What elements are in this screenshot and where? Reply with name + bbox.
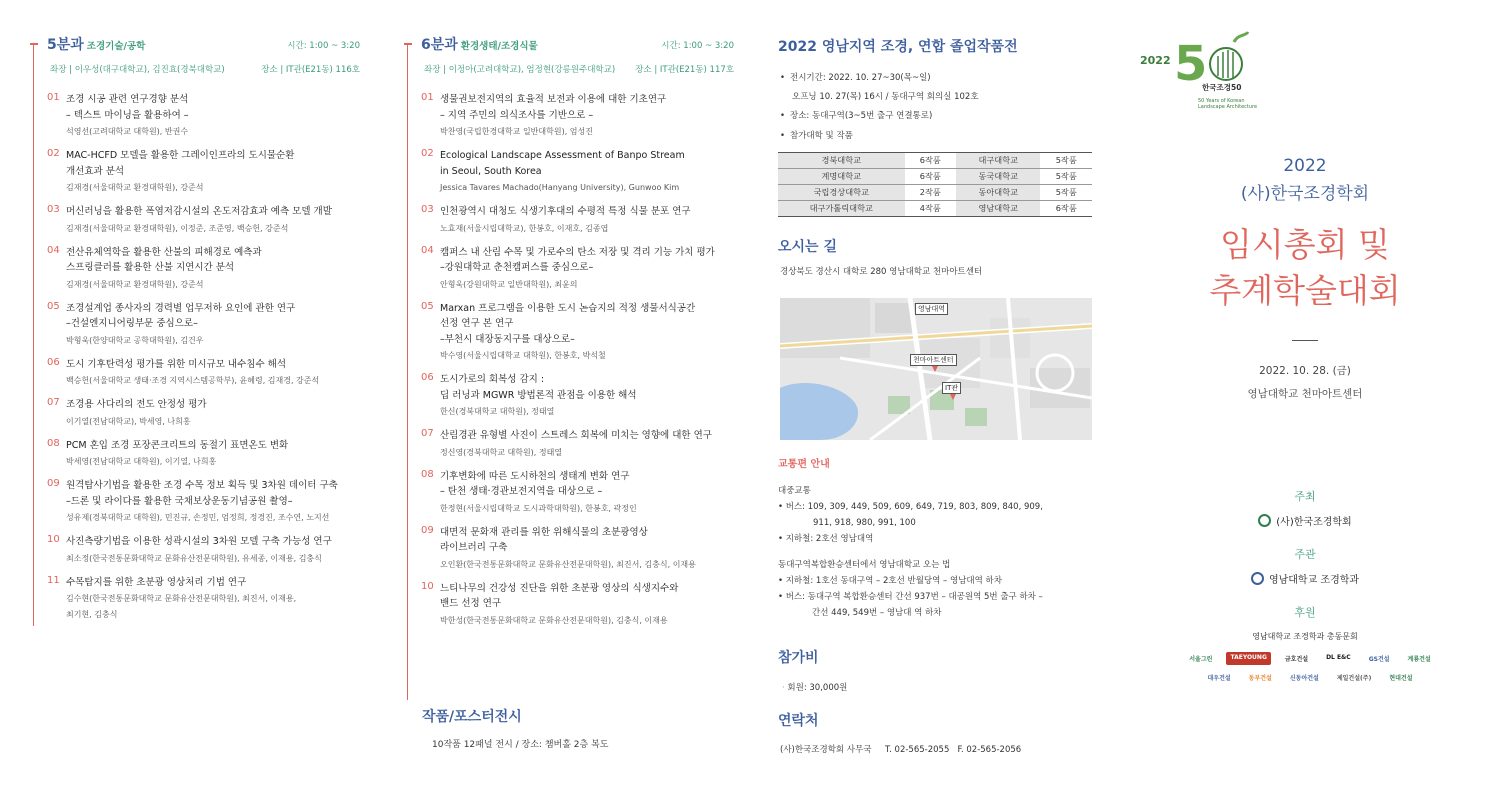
talk-item <box>404 92 734 139</box>
talk-subtitle: in Seoul, South Korea <box>440 165 542 177</box>
talk-number: 05 <box>421 300 434 312</box>
talk-title: 수목탐지를 위한 초분광 영상처리 기법 연구 <box>66 576 247 588</box>
talk-item <box>404 581 734 628</box>
from-bus: • 버스: 동대구역 복합환승센터 간선 937번 – 대공원역 5번 출구 하차 – <box>778 592 1043 602</box>
talk-number: 03 <box>421 204 434 215</box>
directions-heading: 오시는 길 <box>778 239 837 255</box>
talk-subtitle: –건설엔지니어링부문 중심으로– <box>66 318 198 329</box>
talk-number: 01 <box>47 92 60 103</box>
school-cell: 2작품 <box>905 185 957 201</box>
cover-year: 2022 <box>1283 156 1327 176</box>
talk-title: 사진측량기법을 이용한 성곽시설의 3차원 모델 구축 가능성 연구 <box>66 536 332 547</box>
sponsor-logo: 신동아건설 <box>1289 675 1319 682</box>
talk-number: 07 <box>421 428 434 439</box>
talk-title: 느티나무의 건강성 진단을 위한 초분광 영상의 식생지수와 <box>440 582 679 594</box>
grad-opening: 오프닝 10. 27(목) 16시 / 동대구역 회의실 102호 <box>792 92 979 102</box>
sponsor-value: 영남대학교 조경학과 총동문회 <box>1252 632 1358 641</box>
talk-authors: 백승헌(서울대학교 생태·조경 지역시스템공학부), 윤혜령, 김재경, 강준석 <box>66 376 320 385</box>
talk-list <box>404 92 734 628</box>
talk-subtitle: –강원대학교 춘천캠퍼스를 중심으로– <box>440 262 594 273</box>
school-cell: 6작품 <box>905 153 957 169</box>
talk-title: Ecological Landscape Assessment of Banpo Stream <box>440 150 685 161</box>
talk-authors: 이기열(전남대학교), 박세영, 나희홍 <box>66 416 191 426</box>
sponsor-label: 후원 <box>1294 606 1316 619</box>
svg-text:5: 5 <box>1174 36 1208 90</box>
school-row <box>778 153 1092 169</box>
talk-authors: 박한성(한국전통문화대학교 문화유산전문대학원), 김충식, 이재용 <box>440 615 668 625</box>
logo-name: 한국조경50 <box>1202 83 1242 92</box>
talk-authors: 박찬영(국립한경대학교 일반대학원), 엄성진 <box>440 127 593 136</box>
talk-number: 04 <box>47 244 60 256</box>
bus-line-2: 911, 918, 980, 991, 100 <box>813 518 916 528</box>
talk-authors: 성유제(경북대학교 대학원), 민진규, 손정민, 엄정희, 정경진, 조수연, 노지선 <box>66 513 330 522</box>
talk-authors: 한정현(서울시립대학교 도시과학대학원), 한봉호, 곽정인 <box>440 503 637 513</box>
school-cell: 4작품 <box>905 201 957 217</box>
talk-number: 11 <box>47 574 60 586</box>
society-emblem-icon <box>1258 514 1271 527</box>
cover-date: 2022. 10. 28. (금) <box>1259 365 1351 377</box>
fee-value: · 회원: 30,000원 <box>782 683 848 693</box>
talk-item <box>30 92 360 139</box>
organizer-value: 영남대학교 조경학과 <box>1140 571 1470 586</box>
talk-subtitle: –부천시 대장동지구를 대상으로– <box>440 333 575 345</box>
talk-subtitle: 밴드 선정 연구 <box>440 598 502 609</box>
schools-table <box>778 152 1092 217</box>
cover-title-line1: 임시총회 및 <box>1220 225 1390 264</box>
sponsor-logos <box>1165 652 1455 684</box>
anniversary-logo <box>1140 30 1290 120</box>
sponsor-logo: DL E&C <box>1326 654 1351 661</box>
talk-item <box>30 357 360 389</box>
talk-title: 조경 시공 관련 연구경향 분석 <box>66 94 189 105</box>
sponsor-logo: 현대건설 <box>1389 675 1413 682</box>
exhibit-section <box>422 706 608 750</box>
contact-heading: 연락처 <box>778 713 819 729</box>
grad-place: • 장소: 동대구역(3~5번 출구 연결통로) <box>778 106 1096 126</box>
sponsor-logo: 서울그린 <box>1189 656 1213 663</box>
talk-number: 03 <box>47 204 60 215</box>
grad-period: • 전시기간: 2022. 10. 27~30(목~일) <box>778 68 1096 88</box>
place-text: 장소 | IT관(E21동) 117호 <box>635 65 734 75</box>
cover-divider <box>1292 340 1318 341</box>
talk-number: 01 <box>421 92 434 103</box>
school-cell: 5작품 <box>1040 169 1092 185</box>
directions-address: 경상북도 경산시 대학로 280 영남대학교 천마아트센터 <box>780 267 983 277</box>
talk-authors: 김재경(서울대학교 환경대학원), 강준석 <box>66 183 204 192</box>
talk-title: 도시가로의 회복성 감지 : <box>440 374 545 385</box>
school-cell: 국립경상대학교 <box>778 185 905 201</box>
host-label: 주최 <box>1294 490 1316 503</box>
header-tick <box>404 43 412 45</box>
session-title: 환경생태/조경식물 <box>460 41 538 52</box>
location-map[interactable] <box>780 298 1092 440</box>
school-cell: 6작품 <box>1040 201 1092 217</box>
talk-title: Marxan 프로그램을 이용한 도시 논습지의 적정 생물서식공간 <box>440 302 696 314</box>
session-time: 시간: 1:00 ~ 3:20 <box>661 41 734 51</box>
school-cell: 6작품 <box>905 169 957 185</box>
talk-number: 10 <box>47 534 60 545</box>
talk-subtitle: – 지역 주민의 의식조사를 기반으로 – <box>440 109 594 121</box>
talk-item <box>30 534 360 566</box>
school-cell: 동국대학교 <box>956 169 1040 185</box>
talk-number: 08 <box>421 468 434 480</box>
talk-subtitle: –드론 및 라이다를 활용한 국채보상운동기념공원 촬영– <box>66 495 293 507</box>
bus-line: • 버스: 109, 309, 449, 509, 609, 649, 719, 803, 809, 840, 909, <box>778 502 1043 512</box>
grad-heading: 2022 영남지역 조경, 연합 졸업작품전 <box>778 39 1018 55</box>
school-cell: 동아대학교 <box>956 185 1040 201</box>
talk-item <box>404 525 734 572</box>
talk-title: MAC-HCFD 모델을 활용한 그레이인프라의 도시물순환 <box>66 150 295 161</box>
talk-authors: 오인환(한국전통문화대학교 문화유산전문대학원), 최진서, 김충식, 이재용 <box>440 559 696 569</box>
school-row <box>778 201 1092 217</box>
session-header <box>404 34 734 56</box>
talk-authors: 박세영(전남대학교 대학원), 이기열, 나희홍 <box>66 457 217 466</box>
sponsor-logo: GS건설 <box>1368 656 1390 663</box>
talk-item <box>30 301 360 348</box>
talk-item <box>404 204 734 236</box>
talk-authors: 석영선(고려대학교 대학원), 반권수 <box>66 127 189 136</box>
talk-number: 06 <box>47 356 60 368</box>
university-emblem-icon <box>1251 572 1264 585</box>
talk-subtitle: 선정 연구 본 연구 <box>440 318 514 329</box>
school-cell: 대구대학교 <box>956 153 1040 169</box>
talk-authors: 김재경(서울대학교 환경대학원), 강준석 <box>66 279 204 289</box>
from-station <box>778 557 1096 621</box>
talk-title: 원격탐사기법을 활용한 조경 수목 정보 획득 및 3차원 데이터 구축 <box>66 480 338 491</box>
sponsor-logo: 제일건설(주) <box>1336 675 1372 682</box>
credits-block <box>1140 488 1470 684</box>
session-title: 조경기술/공학 <box>86 41 146 52</box>
talk-item <box>30 397 360 429</box>
talk-authors: 최소정(한국전통문화대학교 문화유산전문대학원), 유세종, 이재용, 김충식 <box>66 553 322 563</box>
exhibit-heading: 작품/포스터전시 <box>422 709 522 725</box>
chairs-text: 좌장 | 이우성(대구대학교), 김진효(경북대학교) <box>50 65 225 75</box>
talk-authors: 한신(경북대학교 대학원), 정태열 <box>440 407 555 416</box>
talk-title: 생물권보전지역의 효율적 보전과 이용에 대한 기초연구 <box>440 94 667 105</box>
talk-title: 조경용 사다리의 전도 안정성 평가 <box>66 399 207 410</box>
talk-title: 대면적 문화재 관리를 위한 위해식물의 초분광영상 <box>440 526 648 538</box>
cover-venue: 영남대학교 천마아트센터 <box>1247 388 1363 400</box>
talk-number: 09 <box>47 478 60 489</box>
host-value: (사)한국조경학회 <box>1140 513 1470 528</box>
sponsor-logo: TAEYOUNG <box>1226 652 1270 665</box>
talk-authors: 박수영(서울시립대학교 대학원), 한봉호, 박석철 <box>440 351 606 360</box>
organizer-label: 주관 <box>1294 548 1316 561</box>
talk-subtitle: 스프링클러를 활용한 산불 지연시간 분석 <box>66 262 235 273</box>
map-graphic <box>780 298 1092 440</box>
sponsor-logo: 대우건설 <box>1207 675 1231 682</box>
session-6 <box>404 34 734 637</box>
session-chairs <box>424 63 734 75</box>
talk-authors: 최기현, 김충식 <box>66 610 118 619</box>
place-text: 장소 | IT관(E21동) 116호 <box>261 65 360 75</box>
fee-heading: 참가비 <box>778 650 819 666</box>
map-label-station: 영남대역 <box>915 303 948 315</box>
talk-title: PCM 혼입 조경 포장콘크리트의 동절기 표면온도 변화 <box>66 439 289 451</box>
session-chairs <box>50 63 360 75</box>
talk-authors: Jessica Tavares Machado(Hanyang University), Gunwoo Kim <box>440 183 680 192</box>
talk-subtitle: 딥 러닝과 MGWR 방법론적 관점을 이용한 해석 <box>440 389 637 401</box>
header-tick <box>30 43 38 45</box>
session-name: 6분과 환경생태/조경식물 <box>421 37 538 53</box>
logo-50-icon <box>1174 30 1264 90</box>
logo-sub: 50 Years of Korean Landscape Architecture <box>1198 98 1258 110</box>
talk-number: 02 <box>421 148 434 159</box>
talk-number: 10 <box>421 580 434 592</box>
talk-number: 05 <box>47 300 60 312</box>
contact-value: (사)한국조경학회 사무국 T. 02-565-2055 F. 02-565-2056 <box>780 745 1022 755</box>
school-cell: 5작품 <box>1040 153 1092 169</box>
talk-item <box>30 575 360 623</box>
map-label-center: 천마아트센터 <box>910 354 957 366</box>
from-bus-2: 간선 449, 549번 – 영남대 역 하차 <box>812 608 942 618</box>
cover-org: (사)한국조경학회 <box>1240 184 1370 204</box>
talk-number: 02 <box>47 148 60 159</box>
map-label-it: IT관 <box>942 382 961 394</box>
session-5 <box>30 34 360 631</box>
talk-subtitle: 라이브러리 구축 <box>440 542 508 553</box>
cover-title-block <box>1140 156 1470 401</box>
talk-authors: 안형욱(강원대학교 일반대학원), 최윤의 <box>440 279 578 289</box>
subway-line: • 지하철: 2호선 영남대역 <box>778 534 874 544</box>
talk-item <box>404 372 734 419</box>
talk-number: 08 <box>47 437 60 449</box>
session-time: 시간: 1:00 ~ 3:20 <box>287 41 360 51</box>
talk-item <box>404 301 734 364</box>
talk-subtitle: 개선효과 분석 <box>66 165 125 177</box>
transport-heading: 교통편 안내 <box>778 459 830 470</box>
school-row <box>778 169 1092 185</box>
from-heading: 동대구역복합환승센터에서 영남대학교 오는 법 <box>778 560 951 570</box>
talk-number: 06 <box>421 372 434 383</box>
school-cell: 경북대학교 <box>778 153 905 169</box>
sponsor-logo: 동부건설 <box>1248 675 1272 682</box>
talk-item <box>404 428 734 460</box>
talk-authors: 노효재(서울시립대학교), 한봉호, 이재호, 김종엽 <box>440 223 609 233</box>
public-transport <box>778 483 1096 547</box>
grad-info-list <box>778 68 1096 146</box>
grad-exhibition <box>778 36 1096 217</box>
talk-title: 기후변화에 따른 도시하천의 생태계 변화 연구 <box>440 470 630 482</box>
talk-list <box>30 92 360 622</box>
talk-authors: 정신영(경북대학교 대학원), 정태열 <box>440 447 563 457</box>
cover-title-line2: 추계학술대회 <box>1209 271 1401 310</box>
from-subway: • 지하철: 1호선 동대구역 – 2호선 반월당역 – 영남대역 하차 <box>778 576 1002 586</box>
public-heading: 대중교통 <box>778 486 811 496</box>
school-cell: 영남대학교 <box>956 201 1040 217</box>
talk-title: 머신러닝을 활용한 폭염저감시설의 온도저감효과 예측 모델 개발 <box>66 206 332 217</box>
talk-item <box>30 438 360 470</box>
chairs-text: 좌장 | 이정아(고려대학교), 엄정현(강릉원주대학교) <box>424 65 616 75</box>
talk-title: 전산유체역학을 활용한 산불의 피해경로 예측과 <box>66 246 262 258</box>
talk-item <box>30 478 360 525</box>
talk-subtitle: – 텍스트 마이닝을 활용하여 – <box>66 109 189 121</box>
talk-item <box>30 245 360 292</box>
sponsor-logo: 금호건설 <box>1284 656 1309 663</box>
talk-item <box>30 148 360 195</box>
school-row <box>778 185 1092 201</box>
school-cell: 대구가톨릭대학교 <box>778 201 905 217</box>
talk-subtitle: – 탄천 생태·경관보전지역을 대상으로 – <box>440 486 603 497</box>
talk-title: 도시 기후탄력성 평가를 위한 미시규모 내수침수 해석 <box>66 358 287 370</box>
talk-item <box>404 148 734 195</box>
exhibit-detail: 10작품 12패널 전시 / 장소: 챔버홀 2층 복도 <box>432 740 609 750</box>
talk-title: 인천광역시 대청도 식생기후대의 수평적 특정 식물 분포 연구 <box>440 206 691 217</box>
transport-section <box>778 455 1096 621</box>
talk-authors: 박형욱(한양대학교 공학대학원), 김건우 <box>66 335 204 345</box>
talk-item <box>30 204 360 236</box>
grad-schools-heading: • 참가대학 및 작품 <box>778 126 1096 146</box>
talk-title: 캠퍼스 내 산림 수목 및 가로수의 탄소 저장 및 격리 기능 가치 평가 <box>440 246 715 258</box>
talk-number: 07 <box>47 397 60 408</box>
talk-title: 조경설계업 종사자의 경력별 업무저하 요인에 관한 연구 <box>66 302 296 314</box>
talk-title: 산림경관 유형별 사진이 스트레스 회복에 미치는 영향에 대한 연구 <box>440 430 712 441</box>
school-cell: 5작품 <box>1040 185 1092 201</box>
talk-authors: 김수현(한국전통문화대학교 문화유산전문대학원), 최진서, 이재용, <box>66 594 297 603</box>
sponsor-logo: 계룡건설 <box>1407 656 1431 663</box>
school-cell: 계명대학교 <box>778 169 905 185</box>
talk-item <box>404 245 734 292</box>
talk-number: 09 <box>421 524 434 536</box>
session-header <box>30 34 360 56</box>
talk-authors: 김재경(서울대학교 환경대학원), 이정준, 조준영, 백승헌, 강준석 <box>66 223 289 233</box>
logo-year: 2022 <box>1140 54 1171 67</box>
talk-item <box>404 469 734 516</box>
talk-number: 04 <box>421 244 434 256</box>
session-name: 5분과 조경기술/공학 <box>47 37 146 53</box>
cover-title <box>1140 222 1470 314</box>
